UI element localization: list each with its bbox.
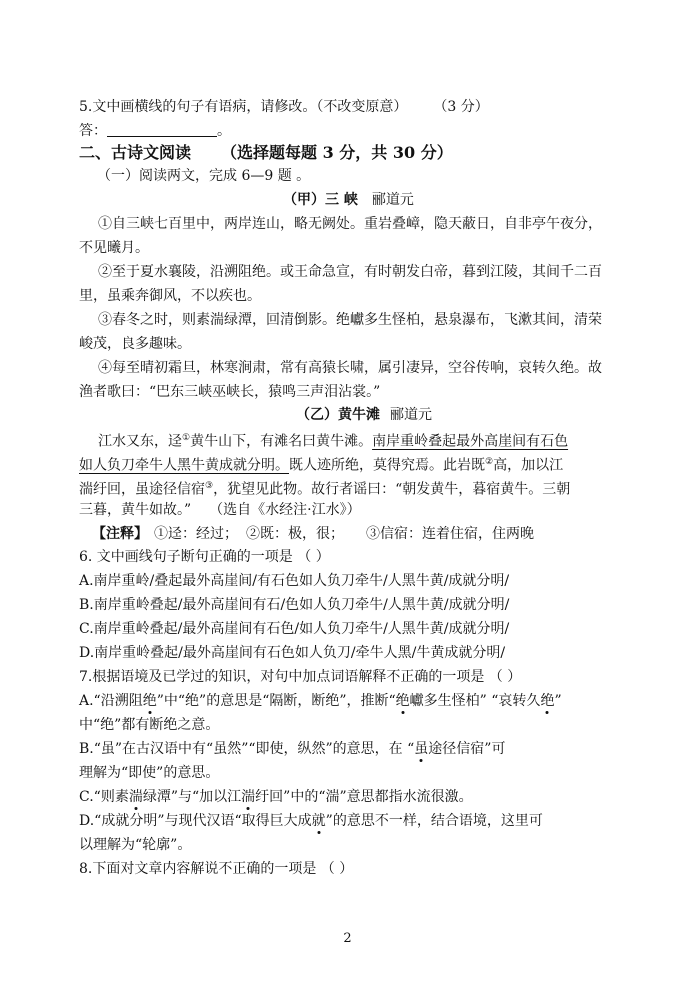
section2-heading: [79, 143, 453, 163]
q8-stem: 8.下面对文章内容解说不正确的一项是 （ ）: [79, 861, 354, 877]
textB-underlined-2: 如人负刀牵牛人黑牛黄成就分明。: [79, 457, 289, 474]
part1-instruction: （一）阅读两文，完成 6—9 题 。: [97, 168, 311, 184]
textA-author: 郦道元: [371, 192, 414, 208]
textA-p4-l1: ④每至晴初霜旦，林寒涧肃，常有高猿长啸，属引凄异，空谷传响，哀转久绝。故: [98, 360, 602, 376]
note-1: ①迳：经过；: [154, 526, 238, 542]
q7-c-part3: 纡回”中的“湍”意思都指水流很激。: [255, 789, 473, 805]
textA-p2-l1: ②至于夏水襄陵，沿溯阻绝。或王命急宣，有时朝发白帝，暮到江陵，其间千二百: [98, 264, 602, 280]
footnote-ref-2: ②: [485, 457, 494, 467]
textB-l4: [79, 500, 361, 520]
textB-l4-a: 三暮，黄牛如故。”: [79, 502, 192, 518]
page-number: 2: [343, 931, 352, 946]
footnote-ref-3: ③: [205, 481, 214, 491]
q7-a-part1: A.“沿溯阻: [79, 693, 143, 709]
q7-option-d-l2: 以理解为“轮廓”。: [79, 837, 192, 853]
q6-option-a[interactable]: A.南岸重岭/叠起最外高崖间/有石色如人负刀牵牛/人黑牛黄/成就分明/: [79, 573, 510, 589]
q5-score: （3 分）: [433, 99, 489, 115]
note-3: ③信宿：连着住宿，住两晚: [366, 526, 534, 542]
textB-l2-c: 高，加以江: [493, 457, 564, 474]
q6-option-c[interactable]: C.南岸重岭叠起/最外高崖间有石色/如人负刀牵牛/人黑牛黄/成就分明/: [79, 621, 510, 637]
q7-c-dotted-2: 湍: [241, 789, 256, 805]
q7-a-part2: ”中“绝”的意思是“隔断，断绝”，推断“: [156, 693, 396, 709]
textA-p2-l2: 里，虽乘奔御风，不以疾也。: [79, 288, 261, 304]
q7-stem: 7.根据语境及已学过的知识，对句中加点词语解释不正确的一项是 （ ）: [79, 669, 522, 685]
q7-c-part2: 绿潭”与“加以江: [142, 789, 242, 805]
q5-stem: 5.文中画横线的句子有语病，请修改。（不改变原意）: [79, 99, 408, 115]
textB-l2: [79, 452, 563, 476]
q7-d-part2: ”的意思不一样，结合语境，这里可: [325, 813, 543, 829]
q7-d-part1: D.“成就分明”与现代汉语“取得巨大成: [79, 813, 312, 829]
textB-source: （选自《水经注·江水》）: [209, 502, 361, 518]
q7-option-c[interactable]: [79, 787, 473, 807]
note-2: ②既：极，很；: [246, 526, 344, 542]
textB-l3: [79, 476, 570, 500]
q7-a-part3: 巘多生怪柏” “哀转久: [409, 693, 541, 709]
textA-p1-l2: 不见曦月。: [79, 240, 149, 256]
q5-answer-label: 答：: [79, 123, 107, 139]
q6-stem: 6. 文中画线句子断句正确的一项是 （ ）: [79, 549, 330, 565]
textA-title: （甲）三 峡: [283, 192, 358, 208]
section2-note: （选择题每题 3 分，共 30 分）: [221, 143, 453, 162]
textB-l2-b: 既人迹所绝，莫得究焉。此岩既: [289, 457, 485, 474]
q5-answer-blank[interactable]: [107, 122, 217, 137]
q7-a-dotted-3: 绝: [540, 693, 555, 709]
q7-a-dotted-2: 绝: [395, 693, 410, 709]
q7-a-part4: ”: [554, 693, 562, 709]
q5-text: [79, 97, 489, 117]
textB-l3-b: ，犹望见此物。故行者谣曰：“朝发黄牛，暮宿黄牛。三朝: [213, 481, 571, 498]
q7-c-dotted-1: 湍: [128, 789, 143, 805]
textA-p3-l2: 峻茂，良多趣味。: [79, 336, 191, 352]
q7-option-d-l1[interactable]: [79, 811, 543, 831]
section2-title: 二、古诗文阅读: [79, 143, 192, 162]
textB-underlined-1: 南岸重岭叠起最外高崖间有石色: [372, 433, 569, 450]
q5-answer-line: [79, 121, 231, 141]
textB-l1: [98, 428, 568, 452]
textB-l1-a: 江水又东，迳: [98, 433, 182, 450]
notes-label: 【注释】: [92, 526, 148, 542]
textA-p3-l1: ③春冬之时，则素湍绿潭，回清倒影。绝巘多生怪柏，悬泉瀑布，飞漱其间，清荣: [98, 312, 602, 328]
textA-title-line: [283, 190, 414, 210]
q7-b-dotted: 虽: [414, 741, 429, 757]
q5-answer-end: 。: [217, 123, 231, 139]
footnote-ref-1: ①: [182, 433, 191, 443]
q7-option-a-l2: 中“绝”都有断绝之意。: [79, 717, 220, 733]
textB-title-line: [296, 405, 432, 425]
q7-c-part1: C.“则素: [79, 789, 129, 805]
q7-a-dotted-1: 绝: [142, 693, 157, 709]
textB-l1-b: 黄牛山下，有滩名曰黄牛滩。: [190, 433, 373, 450]
textB-l3-a: 湍纡回，虽途径信宿: [79, 481, 205, 498]
q7-option-b-l2: 理解为“即使”的意思。: [79, 765, 220, 781]
textB-author: 郦道元: [390, 407, 432, 423]
q7-b-part2: 途径信宿”可: [428, 741, 506, 757]
q6-option-b[interactable]: B.南岸重岭叠起/最外高崖间有石/色如人负刀牵牛/人黑牛黄/成就分明/: [79, 597, 510, 613]
textB-title: （乙）黄牛滩: [296, 407, 380, 423]
q7-option-b-l1[interactable]: [79, 739, 505, 759]
q6-option-d[interactable]: D.南岸重岭叠起/最外高崖间有石色如人负刀/牵牛人黑/牛黄成就分明/: [79, 645, 506, 661]
notes-line: [92, 524, 534, 544]
q7-b-part1: B.“虽”在古汉语中有“虽然”“即使，纵然”的意思，在 “: [79, 741, 415, 757]
q7-d-dotted: 就: [311, 813, 326, 829]
textA-p4-l2: 渔者歌曰：“巴东三峡巫峡长，猿鸣三声泪沾裳。”: [79, 384, 381, 400]
textA-p1-l1: ①自三峡七百里中，两岸连山，略无阙处。重岩叠嶂，隐天蔽日，自非亭午夜分，: [98, 216, 602, 232]
q7-option-a-l1[interactable]: [79, 691, 562, 711]
